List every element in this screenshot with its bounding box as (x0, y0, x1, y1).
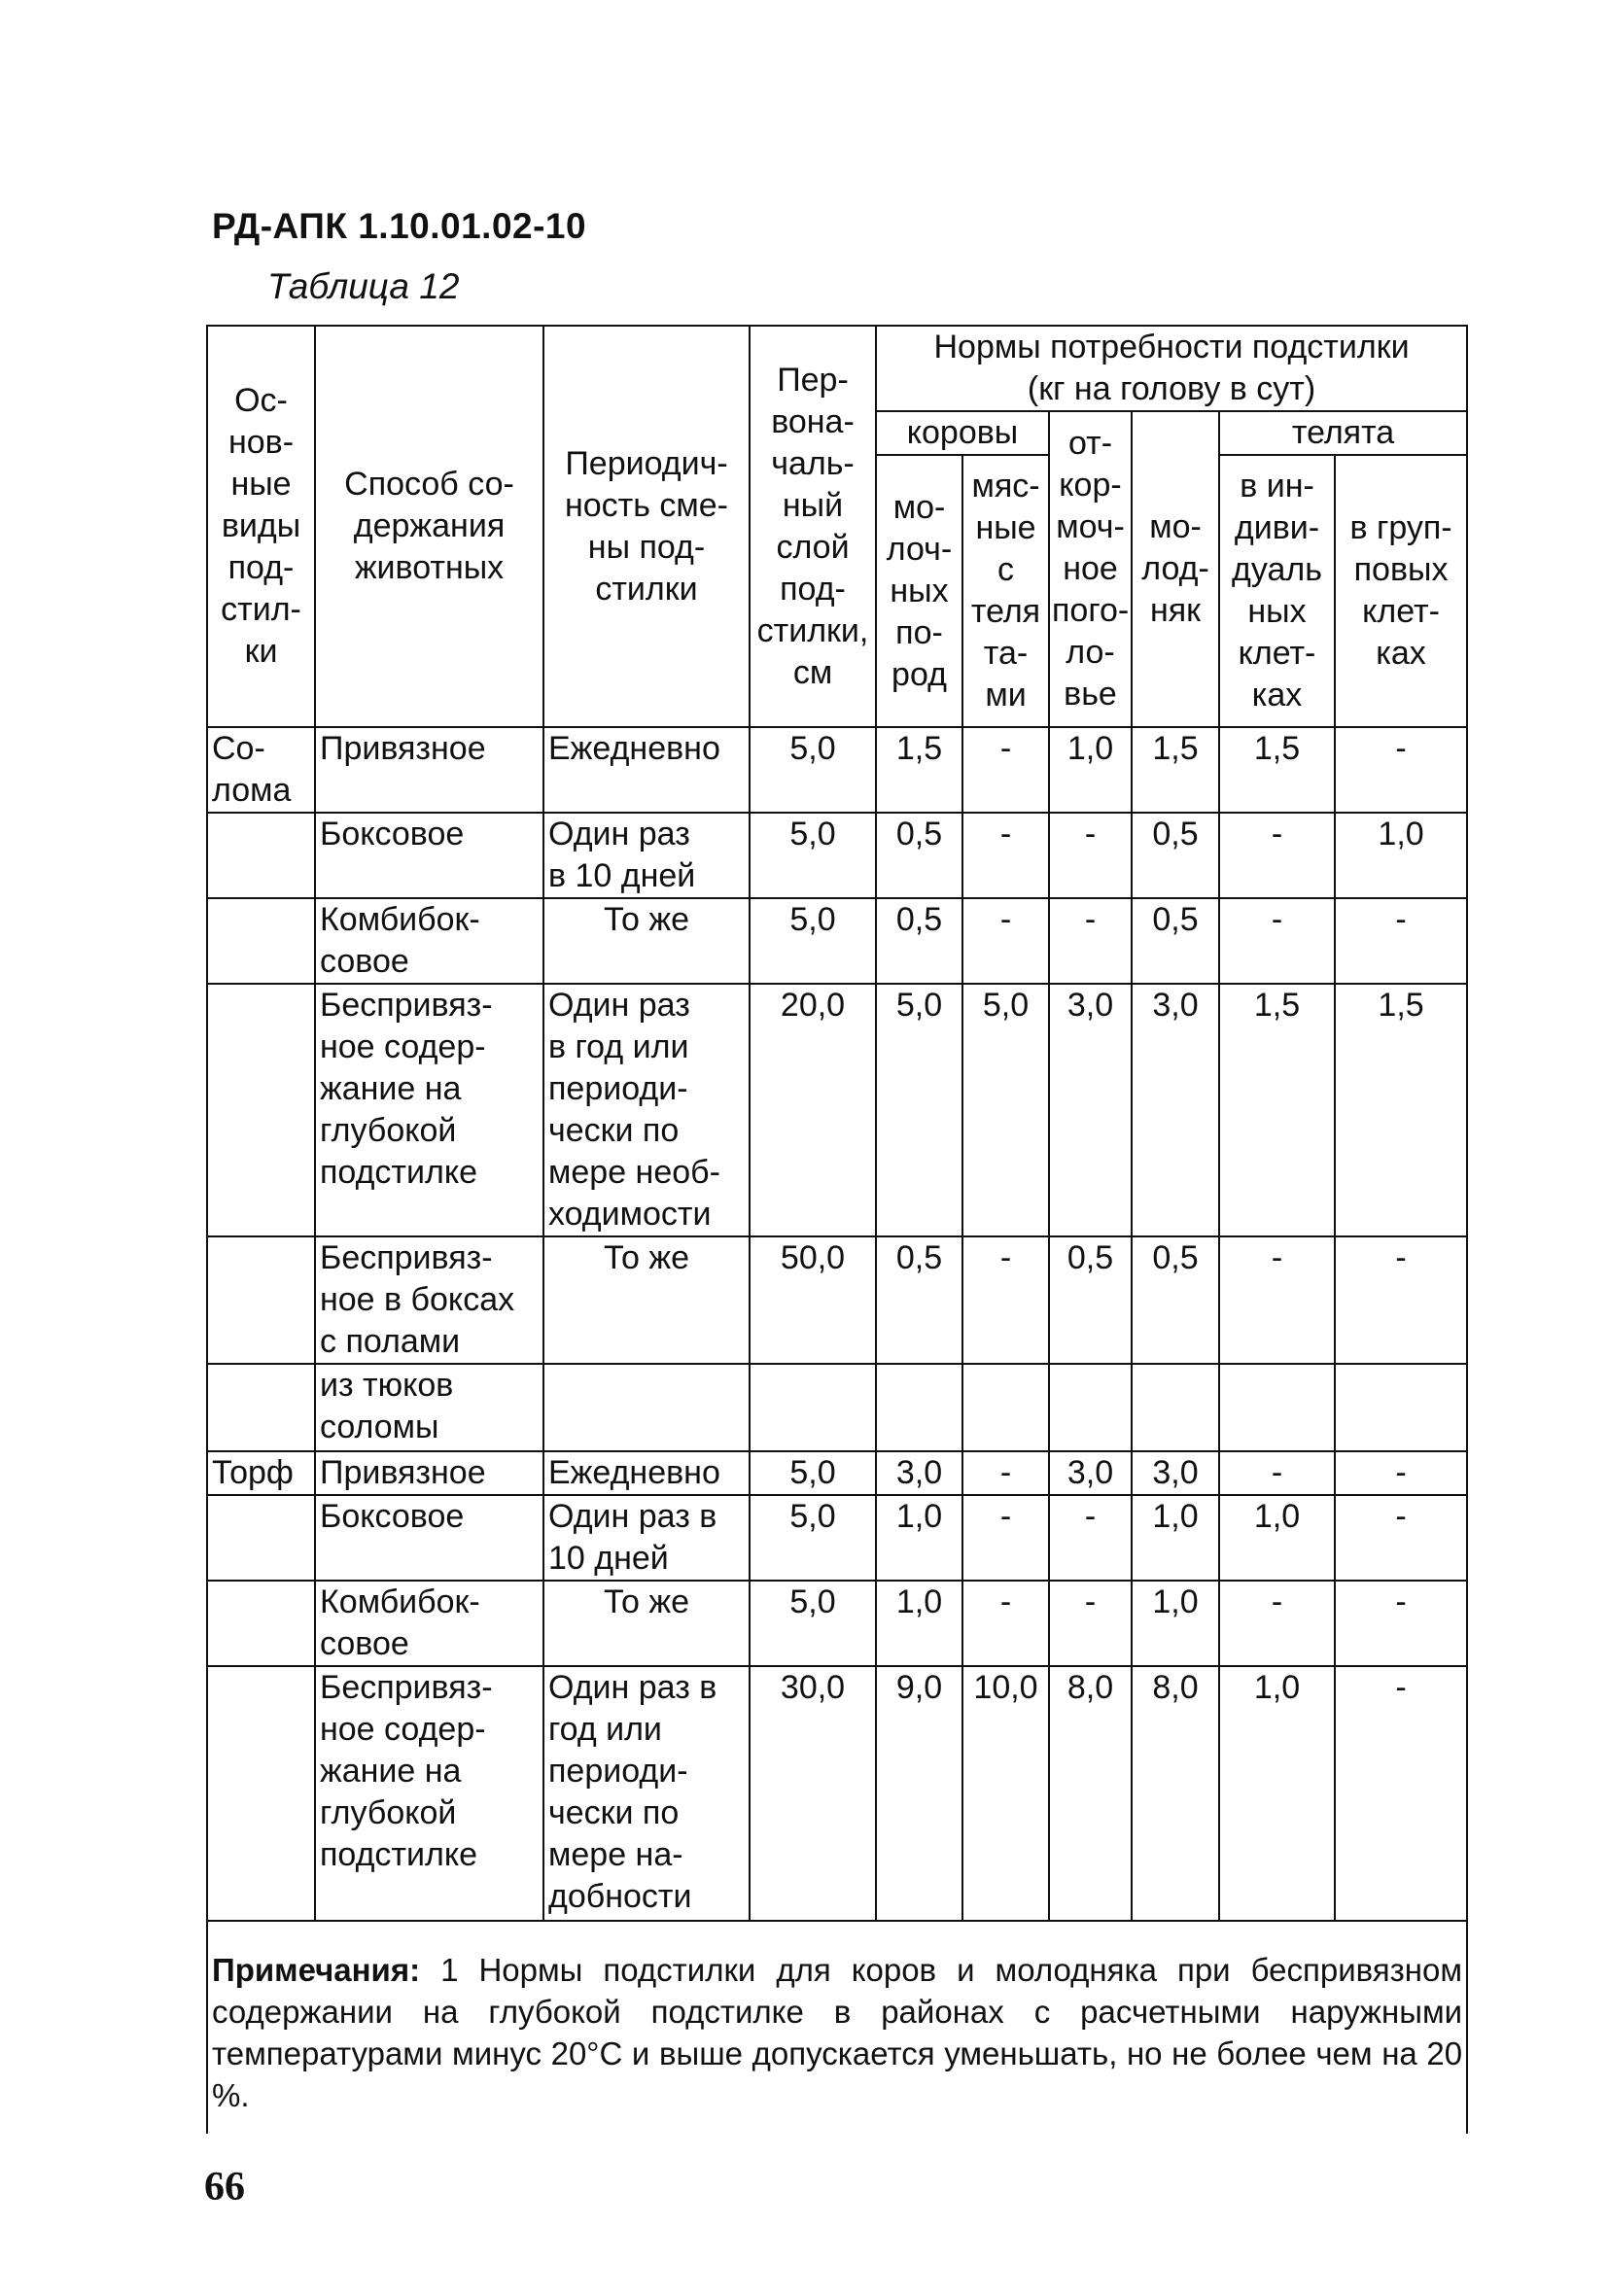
cell-dairy: 5,0 (876, 984, 962, 1236)
cell-bedding (207, 1236, 315, 1364)
cell-young: 8,0 (1132, 1666, 1219, 1921)
cell-calves-ind: - (1219, 1581, 1335, 1666)
cell-frequency: Один раз в год или периоди- чески по мере необ- ходимости (543, 984, 750, 1236)
cell-calves-ind: - (1219, 813, 1335, 898)
cell-fattening: - (1049, 898, 1132, 984)
cell-beef: - (962, 727, 1049, 813)
cell-initial: 5,0 (750, 1581, 876, 1666)
cell-initial: 50,0 (750, 1236, 876, 1364)
cell-young: 3,0 (1132, 1451, 1219, 1495)
table-row (207, 1666, 1467, 1921)
cell-dairy: 1,5 (876, 727, 962, 813)
cell-fattening (1049, 1364, 1132, 1451)
cell-calves-grp: - (1335, 1666, 1467, 1921)
cell-fattening: - (1049, 1495, 1132, 1581)
cell-dairy: 0,5 (876, 1236, 962, 1364)
cell-beef: 10,0 (962, 1666, 1049, 1921)
cell-calves-grp: - (1335, 1581, 1467, 1666)
cell-method: Беспривяз- ное содер- жание на глубокой подстилке (315, 984, 543, 1236)
cell-young: 3,0 (1132, 984, 1219, 1236)
cell-calves-grp: - (1335, 898, 1467, 984)
cell-young: 1,0 (1132, 1581, 1219, 1666)
cell-frequency: То же (543, 898, 750, 984)
cell-initial: 20,0 (750, 984, 876, 1236)
document-code: РД-АПК 1.10.01.02-10 (212, 206, 587, 246)
header-dairy-cows: мо- лоч- ных по- род (876, 455, 962, 727)
cell-young: 0,5 (1132, 813, 1219, 898)
cell-calves-grp: 1,5 (1335, 984, 1467, 1236)
cell-initial (750, 1364, 876, 1451)
cell-beef: 5,0 (962, 984, 1049, 1236)
cell-dairy (876, 1364, 962, 1451)
cell-beef: - (962, 1236, 1049, 1364)
table-row (207, 1451, 1467, 1495)
cell-calves-ind: 1,5 (1219, 727, 1335, 813)
cell-dairy: 1,0 (876, 1581, 962, 1666)
cell-calves-grp: - (1335, 1236, 1467, 1364)
cell-dairy: 0,5 (876, 813, 962, 898)
cell-calves-grp: 1,0 (1335, 813, 1467, 898)
cell-method: Беспривяз- ное содер- жание на глубокой подстилке (315, 1666, 543, 1921)
cell-calves-ind: - (1219, 898, 1335, 984)
cell-method: Боксовое (315, 813, 543, 898)
cell-frequency: Один раз в 10 дней (543, 813, 750, 898)
header-bedding-type: Ос- нов- ные виды под- стил- ки (207, 326, 315, 727)
table-row (207, 1581, 1467, 1666)
bedding-norms-table (206, 325, 1468, 2134)
cell-young: 1,5 (1132, 727, 1219, 813)
cell-young: 0,5 (1132, 898, 1219, 984)
cell-dairy: 0,5 (876, 898, 962, 984)
table-row (207, 1364, 1467, 1451)
cell-beef: - (962, 1495, 1049, 1581)
cell-beef (962, 1364, 1049, 1451)
table-label: Таблица 12 (267, 266, 460, 306)
header-change-frequency: Периодич- ность сме- ны под- стилки (543, 326, 750, 727)
table-row (207, 727, 1467, 813)
cell-calves-grp: - (1335, 1451, 1467, 1495)
cell-calves-ind: - (1219, 1451, 1335, 1495)
cell-calves-grp: - (1335, 727, 1467, 813)
cell-initial: 30,0 (750, 1666, 876, 1921)
cell-young: 0,5 (1132, 1236, 1219, 1364)
cell-initial: 5,0 (750, 813, 876, 898)
cell-bedding: Со- лома (207, 727, 315, 813)
cell-calves-ind: 1,0 (1219, 1666, 1335, 1921)
cell-frequency: То же (543, 1581, 750, 1666)
table-note (207, 1921, 1467, 2134)
header-calves-individual: в ин- диви- дуаль ных клет- ках (1219, 455, 1335, 727)
cell-fattening: 0,5 (1049, 1236, 1132, 1364)
cell-beef: - (962, 1451, 1049, 1495)
header-norms-group: Нормы потребности подстилки (кг на голову в сут) (876, 326, 1467, 411)
cell-method: Привязное (315, 727, 543, 813)
table-row (207, 898, 1467, 984)
cell-frequency: Ежедневно (543, 727, 750, 813)
cell-method: из тюков соломы (315, 1364, 543, 1451)
cell-beef: - (962, 1581, 1049, 1666)
cell-fattening: 1,0 (1049, 727, 1132, 813)
cell-calves-ind: - (1219, 1236, 1335, 1364)
table-row (207, 984, 1467, 1236)
cell-bedding (207, 984, 315, 1236)
cell-initial: 5,0 (750, 727, 876, 813)
cell-fattening: 3,0 (1049, 984, 1132, 1236)
cell-beef: - (962, 813, 1049, 898)
cell-bedding (207, 1495, 315, 1581)
cell-fattening: - (1049, 1581, 1132, 1666)
page-number: 66 (204, 2165, 245, 2209)
header-beef-cows: мяс- ные с теля та- ми (962, 455, 1049, 727)
note-label: Примечания: (212, 1952, 421, 1988)
header-fattening-stock: от- кор- моч- ное пого- ло- вье (1049, 411, 1132, 727)
header-housing-method: Способ со- держания животных (315, 326, 543, 727)
cell-method: Боксовое (315, 1495, 543, 1581)
cell-calves-ind: 1,0 (1219, 1495, 1335, 1581)
cell-bedding: Торф (207, 1451, 315, 1495)
cell-young (1132, 1364, 1219, 1451)
header-young-stock: мо- лод- няк (1132, 411, 1219, 727)
cell-frequency: Один раз в 10 дней (543, 1495, 750, 1581)
cell-beef: - (962, 898, 1049, 984)
cell-bedding (207, 1666, 315, 1921)
cell-calves-ind: 1,5 (1219, 984, 1335, 1236)
header-cows-group: коровы (876, 411, 1049, 455)
cell-young: 1,0 (1132, 1495, 1219, 1581)
cell-initial: 5,0 (750, 1495, 876, 1581)
cell-dairy: 3,0 (876, 1451, 962, 1495)
cell-frequency (543, 1364, 750, 1451)
cell-calves-grp (1335, 1364, 1467, 1451)
header-calves-group-cages: в груп- повых клет- ках (1335, 455, 1467, 727)
note-row (207, 1921, 1467, 2134)
cell-initial: 5,0 (750, 1451, 876, 1495)
cell-frequency: Один раз в год или периоди- чески по мере на- добности (543, 1666, 750, 1921)
note-text: 1 Нормы подстилки для коров и молодняка при беспривязном содержании на глубокой подстилке в районах с расчетными наружными температурами минус 20°С и выше допускается уменьшать, но не более чем на 20 %. (212, 1952, 1463, 2113)
cell-calves-ind (1219, 1364, 1335, 1451)
cell-dairy: 1,0 (876, 1495, 962, 1581)
cell-frequency: Ежедневно (543, 1451, 750, 1495)
cell-calves-grp: - (1335, 1495, 1467, 1581)
table-row (207, 1495, 1467, 1581)
cell-frequency: То же (543, 1236, 750, 1364)
cell-initial: 5,0 (750, 898, 876, 984)
table-row (207, 813, 1467, 898)
cell-method: Комбибок- совое (315, 1581, 543, 1666)
cell-method: Комбибок- совое (315, 898, 543, 984)
header-calves-group: телята (1219, 411, 1467, 455)
cell-method: Привязное (315, 1451, 543, 1495)
cell-bedding (207, 1581, 315, 1666)
table-row (207, 1236, 1467, 1364)
cell-bedding (207, 898, 315, 984)
header-initial-layer: Пер- вона- чаль- ный слой под- стилки, см (750, 326, 876, 727)
cell-dairy: 9,0 (876, 1666, 962, 1921)
cell-bedding (207, 813, 315, 898)
cell-bedding (207, 1364, 315, 1451)
cell-method: Беспривяз- ное в боксах с полами (315, 1236, 543, 1364)
cell-fattening: 3,0 (1049, 1451, 1132, 1495)
cell-fattening: - (1049, 813, 1132, 898)
cell-fattening: 8,0 (1049, 1666, 1132, 1921)
